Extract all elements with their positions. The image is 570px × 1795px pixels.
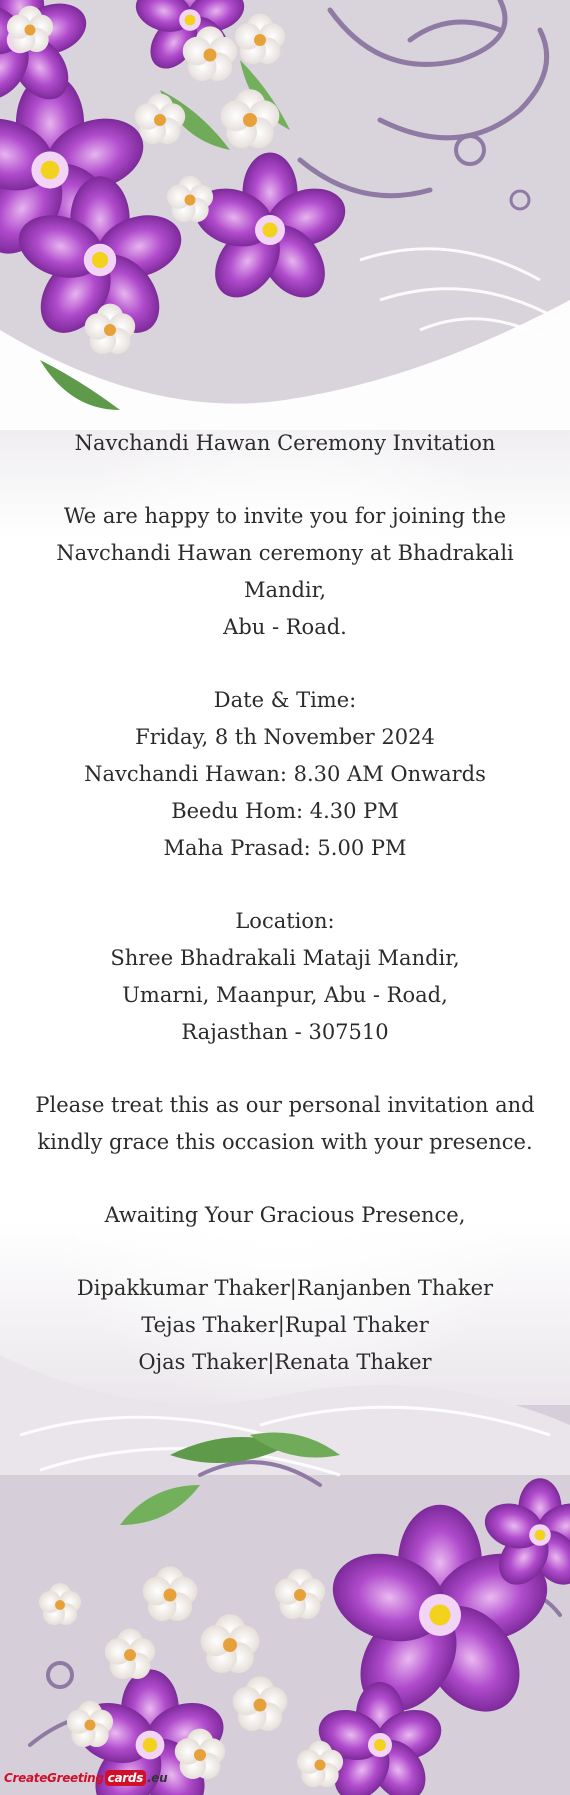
request-line: Please treat this as our personal invitation and (35, 1093, 535, 1117)
hawan-time: Navchandi Hawan: 8.30 AM Onwards (84, 762, 486, 786)
logo-text-part1: CreateGreeting (4, 1771, 104, 1785)
location-line: Shree Bhadrakali Mataji Mandir, (110, 946, 460, 970)
intro-line: We are happy to invite you for joining the (63, 504, 507, 528)
host-line: Dipakkumar Thaker|Ranjanben Thaker (76, 1276, 494, 1300)
host-line: Tejas Thaker|Rupal Thaker (141, 1313, 429, 1337)
top-floral-decoration (0, 0, 570, 430)
request-line: kindly grace this occasion with your presence. (37, 1130, 533, 1154)
host-line: Ojas Thaker|Renata Thaker (138, 1350, 432, 1374)
invitation-text (20, 425, 550, 1381)
location-heading: Location: (235, 909, 335, 933)
site-logo-link[interactable] (4, 1765, 167, 1791)
datetime-heading: Date & Time: (213, 688, 357, 712)
intro-line: Navchandi Hawan ceremony at Bhadrakali Mandir, (56, 541, 514, 602)
event-date: Friday, 8 th November 2024 (135, 725, 435, 749)
logo-text-part3: .eu (147, 1771, 168, 1785)
beedu-hom-time: Beedu Hom: 4.30 PM (171, 799, 399, 823)
invitation-title: Navchandi Hawan Ceremony Invitation (74, 431, 496, 455)
intro-line: Abu - Road. (223, 615, 347, 639)
location-line: Umarni, Maanpur, Abu - Road, (122, 983, 448, 1007)
location-line: Rajasthan - 307510 (181, 1020, 389, 1044)
awaiting-line: Awaiting Your Gracious Presence, (104, 1203, 466, 1227)
logo-text-part2: cards (105, 1770, 146, 1786)
maha-prasad-time: Maha Prasad: 5.00 PM (163, 836, 407, 860)
